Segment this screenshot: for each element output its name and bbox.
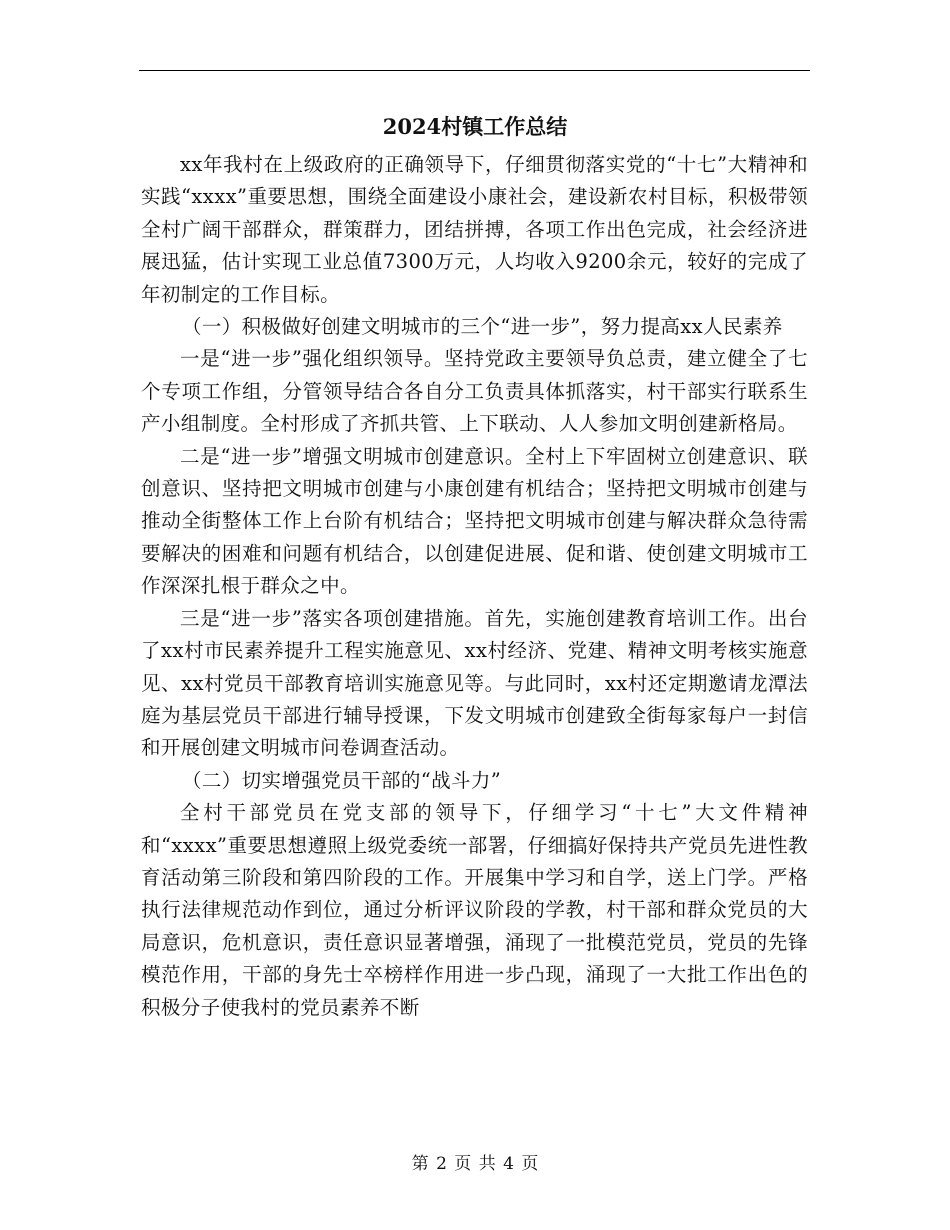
section-heading-2: （二）切实增强党员干部的“战斗力”: [181, 768, 502, 792]
paragraph-party-members: 全村干部党员在党支部的领导下，仔细学习“十七”大文件精神和“xxxx”重要思想遵照上级党委统一部署，仔细搞好保持共产党员先进性教育活动第三阶段和第四阶段的工作。开展集中学习和自学，送上门学。严格执行法律规范动作到位，通过分析评议阶段的学教，村干部和群众党员的大局意识，危机意识，责任意识显著增强，涌现了一批模范党员，党员的先锋模范作用，干部的身先士卒榜样作用进一步凸现，涌现了一大批工作出色的积极分子使我村的党员素养不断: [141, 801, 808, 1019]
paragraph-organization: 一是“进一步”强化组织领导。坚持党政主要领导负总责，建立健全了七个专项工作组，分管领导结合各自分工负责具体抓落实，村干部实行联系生产小组制度。全村形成了齐抓共管、上下联动、人人参加文明创建新格局。: [141, 347, 808, 436]
section-heading-1: （一）积极做好创建文明城市的三个“进一步”，努力提高xx人民素养: [181, 315, 783, 339]
header-rule: [139, 70, 810, 71]
page-number: 第 2 页 共 4 页: [411, 1154, 539, 1174]
document-body: [141, 149, 808, 1024]
paragraph-awareness: 二是“进一步”增强文明城市创建意识。全村上下牢固树立创建意识、联创意识、坚持把文明城市创建与小康创建有机结合；坚持把文明城市创建与推动全街整体工作上台阶有机结合；坚持把文明城市创建与解决群众急待需要解决的困难和问题有机结合，以创建促进展、促和谐、使创建文明城市工作深深扎根于群众之中。: [141, 444, 808, 598]
paragraph-measures: 三是“进一步”落实各项创建措施。首先，实施创建教育培训工作。出台了xx村市民素养提升工程实施意见、xx村经济、党建、精神文明考核实施意见、xx村党员干部教育培训实施意见等。与此同时，xx村还定期邀请龙潭法庭为基层党员干部进行辅导授课，下发文明城市创建致全街每家每户一封信和开展创建文明城市问卷调查活动。: [141, 606, 808, 760]
document-title: 2024村镇工作总结: [382, 114, 568, 139]
paragraph-intro: xx年我村在上级政府的正确领导下，仔细贯彻落实党的“十七”大精神和实践“xxxx”重要思想，围绕全面建设小康社会，建设新农村目标，积极带领全村广阔干部群众，群策群力，团结拼搏，各项工作出色完成，社会经济进展迅猛，估计实现工业总值7300万元，人均收入9200余元，较好的完成了年初制定的工作目标。: [141, 153, 808, 306]
